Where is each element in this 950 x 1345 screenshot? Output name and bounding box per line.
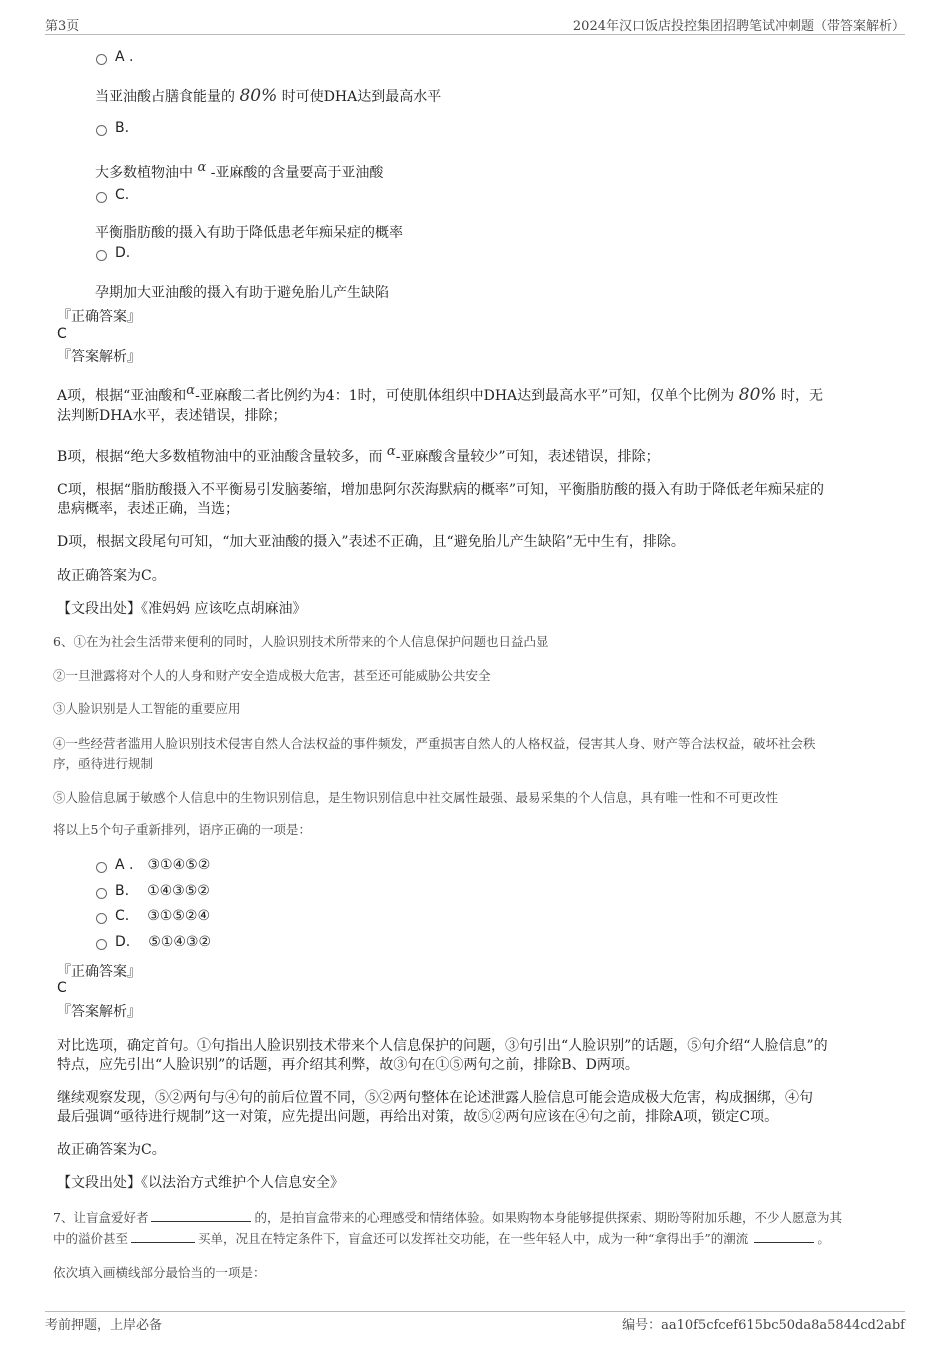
page-number: 第3页 — [45, 19, 80, 34]
q6-analysis-1-line2: 特点，应先引出“人脸识别”的话题，再介绍其利弊，故③句在①⑤两句之前，排除B、D两项。 — [57, 1057, 639, 1073]
header-divider — [45, 34, 905, 35]
radio-button-icon[interactable] — [96, 250, 107, 261]
option-letter: B. — [115, 883, 130, 899]
q7-line1: 7、让盲盒爱好者 的，是拍盲盒带来的心理感受和情绪体验。如果购物本身能够提供探索、期盼等附加乐趣，不少人愿意为其 — [53, 1207, 842, 1226]
option-text: ⑤①④③② — [148, 934, 211, 950]
math-80-percent: 80% — [239, 86, 278, 106]
q6-sentence-4-line2: 序，亟待进行规制 — [53, 756, 154, 771]
q6-analysis-2-line1: 继续观察发现，⑤②两句与④句的前后位置不同，⑤②两句整体在论述泄露人脸信息可能会造成极大危害，构成捆绑，④句 — [57, 1090, 813, 1106]
fill-blank[interactable] — [131, 1228, 195, 1243]
radio-button-icon[interactable] — [96, 888, 107, 899]
q6-sentence-2: ②一旦泄露将对个人的人身和财产安全造成极大危害，甚至还可能威胁公共安全 — [53, 668, 491, 683]
math-alpha: α — [386, 444, 396, 459]
q6-sentence-1: 6、①在为社会生活带来便利的同时，人脸识别技术所带来的个人信息保护问题也日益凸显 — [53, 634, 549, 649]
q5-option-b[interactable] — [96, 120, 129, 136]
q6-option-b[interactable] — [96, 883, 210, 899]
footer-divider — [45, 1311, 905, 1312]
radio-button-icon[interactable] — [96, 939, 107, 950]
source-citation: 【文段出处】《以法治方式维护个人信息安全》 — [57, 1175, 344, 1191]
radio-button-icon[interactable] — [96, 913, 107, 924]
radio-button-icon[interactable] — [96, 192, 107, 203]
q5-option-c-text: 平衡脂肪酸的摄入有助于降低患老年痴呆症的概率 — [95, 225, 403, 241]
option-text: ③①④⑤② — [147, 857, 211, 873]
option-text: ①④③⑤② — [147, 883, 210, 899]
option-letter: A . — [115, 857, 134, 873]
q6-sentence-5: ⑤人脸信息属于敏感个人信息中的生物识别信息，是生物识别信息中社交属性最强、最易采集的个人信息，具有唯一性和不可更改性 — [53, 790, 779, 805]
fill-blank[interactable] — [151, 1207, 251, 1222]
analysis-a-line1: A项，根据“亚油酸和α-亚麻酸二者比例约为4：1时，可使肌体组织中DHA达到最高水平”可知，仅单个比例为 80% 时，无 — [57, 383, 824, 405]
analysis-d: D项，根据文段尾句可知，“加大亚油酸的摄入”表述不正确，且“避免胎儿产生缺陷”无中生有，排除。 — [57, 534, 685, 550]
document-title: 2024年汉口饭店投控集团招聘笔试冲刺题（带答案解析） — [572, 19, 905, 34]
q5-option-d-text: 孕期加大亚油酸的摄入有助于避免胎儿产生缺陷 — [95, 285, 389, 301]
q5-option-b-text: 大多数植物油中 α -亚麻酸的含量要高于亚油酸 — [95, 160, 384, 181]
option-letter: D. — [115, 934, 131, 950]
q7-line2: 中的溢价甚至 买单，况且在特定条件下，盲盒还可以发挥社交功能，在一些年轻人中，成为一种“拿得出手”的潮流 。 — [53, 1228, 830, 1247]
document-id: 编号：aa10f5cfcef615bc50da8a5844cd2abf — [622, 1318, 905, 1333]
math-alpha: α — [186, 383, 196, 398]
option-letter: C. — [115, 187, 130, 203]
analysis-label: 『答案解析』 — [57, 349, 141, 365]
analysis-a-line2: 法判断DHA水平，表述错误，排除； — [57, 408, 287, 424]
option-text: ③①⑤②④ — [147, 908, 210, 924]
answer-label: 『正确答案』 — [57, 964, 141, 980]
q6-option-c[interactable] — [96, 908, 210, 924]
source-citation: 【文段出处】《准妈妈 应该吃点胡麻油》 — [57, 601, 307, 617]
q5-option-a[interactable] — [96, 49, 133, 65]
q5-option-a-text: 当亚油酸占膳食能量的 80% 时可使DHA达到最高水平 — [95, 86, 442, 106]
option-letter: A . — [115, 49, 134, 65]
analysis-c-line2: 患病概率，表述正确，当选； — [57, 501, 239, 517]
radio-button-icon[interactable] — [96, 54, 107, 65]
q6-sentence-3: ③人脸识别是人工智能的重要应用 — [53, 701, 241, 716]
analysis-label: 『答案解析』 — [57, 1004, 141, 1020]
fill-blank[interactable] — [754, 1228, 814, 1243]
option-letter: C. — [115, 908, 130, 924]
q6-option-a[interactable] — [96, 857, 210, 873]
option-letter: B. — [115, 120, 130, 136]
q6-analysis-2-line2: 最后强调“亟待进行规制”这一对策，应先提出问题，再给出对策，故⑤②两句应该在④句之前，排除A项，锁定C项。 — [57, 1109, 779, 1125]
q6-prompt: 将以上5个句子重新排列，语序正确的一项是： — [53, 822, 311, 837]
q5-option-c[interactable] — [96, 187, 129, 203]
footer-slogan: 考前押题，上岸必备 — [45, 1318, 163, 1333]
radio-button-icon[interactable] — [96, 125, 107, 136]
q5-option-d[interactable] — [96, 245, 130, 261]
answer-value: C — [57, 980, 67, 996]
q6-sentence-4-line1: ④一些经营者滥用人脸识别技术侵害自然人合法权益的事件频发，严重损害自然人的人格权益，侵害其人身、财产等合法权益，破坏社会秩 — [53, 736, 816, 751]
analysis-c-line1: C项，根据“脂肪酸摄入不平衡易引发脑萎缩，增加患阿尔茨海默病的概率”可知，平衡脂肪酸的摄入有助于降低老年痴呆症的 — [57, 482, 825, 498]
conclusion: 故正确答案为C。 — [57, 568, 166, 584]
q7-prompt: 依次填入画横线部分最恰当的一项是： — [53, 1265, 266, 1280]
q6-analysis-1-line1: 对比选项，确定首句。①句指出人脸识别技术带来个人信息保护的问题，③句引出“人脸识别”的话题，⑤句介绍“人脸信息”的 — [57, 1038, 828, 1054]
radio-button-icon[interactable] — [96, 862, 107, 873]
answer-label: 『正确答案』 — [57, 309, 141, 325]
math-80-percent: 80% — [738, 385, 777, 405]
answer-value: C — [57, 326, 67, 342]
option-letter: D. — [115, 245, 131, 261]
q6-option-d[interactable] — [96, 934, 211, 950]
math-alpha: α — [197, 160, 207, 175]
conclusion: 故正确答案为C。 — [57, 1142, 166, 1158]
analysis-b: B项，根据“绝大多数植物油中的亚油酸含量较多，而 α-亚麻酸含量较少”可知，表述错误，排除； — [57, 444, 660, 465]
